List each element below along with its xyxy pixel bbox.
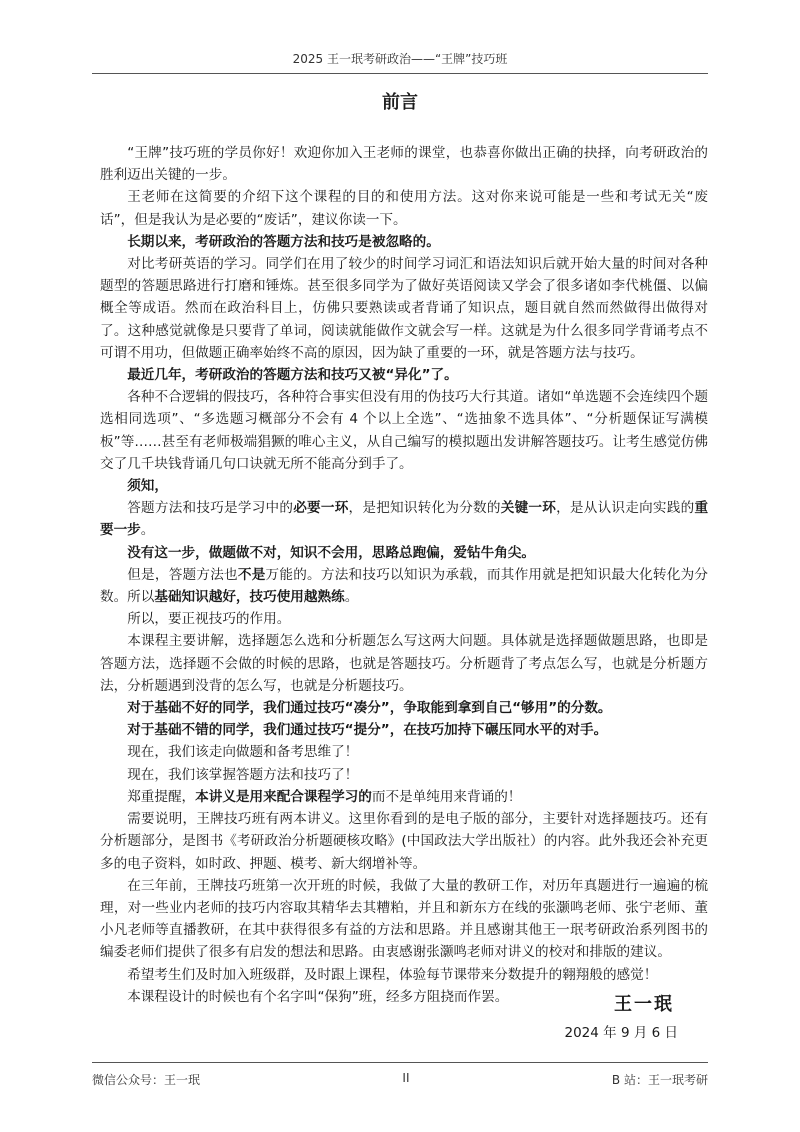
text-run: 万能的。方法和技巧以知识为承载，而其作用就是把知识最大化转化为分数。所以 [100,566,709,606]
footer-wechat: 微信公众号：王一珉 [92,1073,201,1087]
paragraph [100,786,708,808]
text-run: ，是从认识走向实践的 [556,500,695,517]
text-run: 但是，答题方法也 [127,566,238,583]
paragraph: 对比考研英语的学习。同学们在用了较少的时间学习词汇和语法知识后就开始大量的时间对各种题型的答题思路进行打磨和锤炼。甚至很多同学为了做好英语阅读又学会了很多诸如李代桃僵、以偏概全等成语。然而在政治科目上，仿佛只要熟读或者背诵了知识点，题目就自然而然做得出做得对了。这种感觉就像是只要背了单词，阅读就能做作文就会写一样。这就是为什么很多同学背诵考点不可谓不用功，但做题正确率始终不高的原因，因为缺了重要的一环，就是答题方法与技巧。 [100,256,708,361]
text-run: 郑重提醒， [127,788,196,805]
paragraph: 最近几年，考研政治的答题方法和技巧又被“异化”了。 [127,367,458,384]
paragraph: 现在，我们该掌握答题方法和技巧了！ [127,766,359,783]
paragraph: “王牌”技巧班的学员你好！欢迎你加入王老师的课堂，也恭喜你做出正确的抉择，向考研政治的胜利迈出关键的一步。 [100,145,708,184]
emphasis: 关键一环 [500,500,557,517]
paragraph [100,564,708,608]
text-run: 答题方法和技巧是学习中的 [127,500,294,517]
paragraph: 所以，要正视技巧的作用。 [127,611,291,628]
signature: 王一珉 [614,994,674,1015]
paragraph: 各种不合逻辑的假技巧，各种符合事实但没有用的伪技巧大行其道。诸如“单选题不会连续四个题选相同选项”、“多选题习概部分不会有 4 个以上全选”、“选抽象不选具体”、“分析题保证写满模板”等……甚至有老师极端猖獗的唯心主义，从自己编写的模拟题出发讲解答题技巧。让考生感觉仿佛交了几千块钱背诵几句口诀就无所不能高分到手了。 [100,389,708,472]
paragraph: 长期以来，考研政治的答题方法和技巧是被忽略的。 [127,233,440,250]
paragraph [100,497,708,541]
emphasis: 重要一步 [100,500,709,539]
page-header [92,50,708,74]
text-run: 而不是单纯用来背诵的！ [371,788,522,805]
paragraph: 对于基础不错的同学，我们通过技巧“提分”，在技巧加持下碾压同水平的对手。 [127,722,608,739]
paragraph: 在三年前，王牌技巧班第一次开班的时候，我做了大量的教研工作，对历年真题进行一遍遍的梳理，对一些业内老师的技巧内容取其精华去其糟粕，并且和新东方在线的张灏鸣老师、张宁老师、董小凡老师等直播教研，在其中获得很多有益的方法和思路。并且感谢其他王一珉考研政治系列图书的编委老师们提供了很多有启发的想法和思路。由衷感谢张灏鸣老师对讲义的校对和排版的建议。 [100,877,708,961]
paragraph: 没有这一步，做题做不对，知识不会用，思路总跑偏，爱钻牛角尖。 [127,544,535,561]
page-title: 前言 [382,92,418,113]
preface-body [100,142,708,1008]
text-run: 。 [344,589,359,606]
page-footer [92,1062,708,1088]
paragraph: 现在，我们该走向做题和备考思维了！ [127,744,359,761]
text-run: 。 [140,522,155,539]
paragraph: 对于基础不好的同学，我们通过技巧“凑分”，争取能到拿到自己“够用”的分数。 [127,700,612,717]
paragraph: 本课程设计的时候也有个名字叫“保狗”班，经多方阻挠而作罢。 [127,988,509,1005]
page-number: II [402,1071,410,1085]
paragraph: 希望考生们及时加入班级群，及时跟上课程，体验每节课带来分数提升的翱翔般的感觉！ [127,966,658,983]
emphasis: 本讲义是用来配合课程学习的 [195,788,372,805]
text-run: ，是把知识转化为分数的 [348,500,501,517]
paragraph: 须知， [127,478,168,495]
emphasis: 不是 [237,566,266,583]
emphasis: 基础知识越好，技巧使用越熟练 [154,589,345,606]
emphasis: 必要一环 [293,500,349,517]
paragraph: 王老师在这简要的介绍下这个课程的目的和使用方法。这对你来说可能是一些和考试无关“废话”，但是我认为是必要的“废话”，建议你读一下。 [100,189,708,228]
header-title: 2025 王一珉考研政治——“王牌”技巧班 [292,52,508,66]
signature-date: 2024 年 9 月 6 日 [564,1025,678,1041]
footer-bilibili: B 站：王一珉考研 [611,1073,708,1087]
paragraph: 本课程主要讲解，选择题怎么选和分析题怎么写这两大问题。具体就是选择题做题思路，也即是答题方法，选择题不会做的时候的思路，也就是答题技巧。分析题背了考点怎么写，也就是分析题方法，分析题遇到没背的怎么写，也就是分析题技巧。 [100,633,708,694]
paragraph: 需要说明，王牌技巧班有两本讲义。这里你看到的是电子版的部分，主要针对选择题技巧。还有分析题部分，是图书《考研政治分析题硬核攻略》(中国政法大学出版社）的内容。此外我还会补充更多的电子资料，如时政、押题、模考、新大纲增补等。 [100,811,708,872]
